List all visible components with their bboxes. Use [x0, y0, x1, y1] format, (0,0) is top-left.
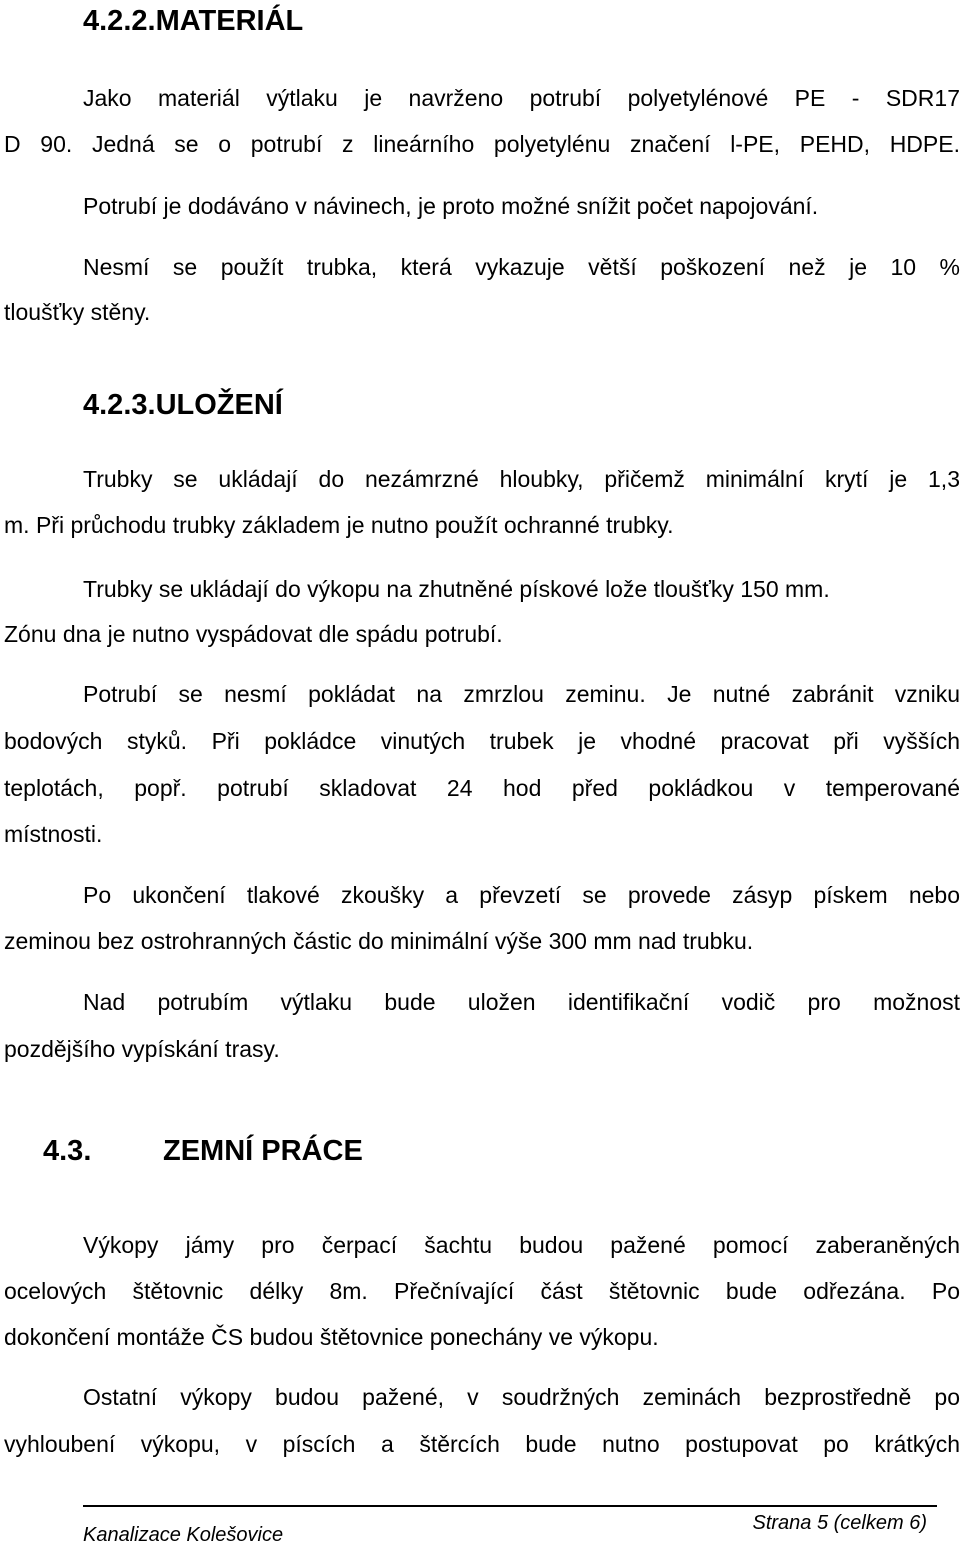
paragraph-line: Trubky se ukládají do nezámrzné hloubky, přičemž minimální krytí je 1,3	[83, 466, 960, 492]
paragraph-line: Potrubí se nesmí pokládat na zmrzlou zeminu. Je nutné zabránit vzniku	[83, 681, 960, 707]
section-title: ULOŽENÍ	[155, 389, 283, 421]
paragraph-line: Výkopy jámy pro čerpací šachtu budou pažené pomocí zaberaněných	[83, 1232, 960, 1258]
paragraph-line: Po ukončení tlakové zkoušky a převzetí se provede zásyp pískem nebo	[83, 882, 960, 908]
paragraph-line: D 90. Jedná se o potrubí z lineárního polyetylénu značení l-PE, PEHD, HDPE.	[4, 131, 960, 157]
paragraph-line: Trubky se ukládají do výkopu na zhutněné pískové lože tloušťky 150 mm.	[83, 576, 830, 602]
footer-project-name: Kanalizace Kolešovice	[83, 1524, 284, 1546]
paragraph-line: zeminou bez ostrohranných částic do minimální výše 300 mm nad trubku.	[4, 928, 754, 954]
paragraph-line: dokončení montáže ČS budou štětovnice ponechány ve výkopu.	[4, 1324, 659, 1350]
section-heading-ulozeni	[83, 387, 283, 423]
paragraph-line: místnosti.	[4, 821, 103, 847]
footer-divider	[83, 1505, 937, 1507]
paragraph-line: bodových styků. Při pokládce vinutých trubek je vhodné pracovat při vyšších	[4, 728, 960, 754]
paragraph-line: ocelových štětovnic délky 8m. Přečnívající část štětovnic bude odřezána. Po	[4, 1278, 960, 1304]
section-title: MATERIÁL	[155, 5, 304, 37]
paragraph-line: Ostatní výkopy budou pažené, v soudržných zeminách bezprostředně po	[83, 1384, 960, 1410]
paragraph-line: Nesmí se použít trubka, která vykazuje větší poškození než je 10 %	[83, 254, 960, 280]
section-heading-material	[83, 3, 303, 39]
section-title: ZEMNÍ PRÁCE	[163, 1135, 363, 1167]
paragraph-line: Zónu dna je nutno vyspádovat dle spádu potrubí.	[4, 621, 503, 647]
section-heading-zemni-prace	[43, 1133, 363, 1169]
paragraph-line: tloušťky stěny.	[4, 299, 151, 325]
paragraph-line: Nad potrubím výtlaku bude uložen identifikační vodič pro možnost	[83, 989, 960, 1015]
paragraph-line: teplotách, popř. potrubí skladovat 24 hod před pokládkou v temperované	[4, 775, 960, 801]
paragraph-line: m. Při průchodu trubky základem je nutno použít ochranné trubky.	[4, 512, 674, 538]
paragraph-line: vyhloubení výkopu, v píscích a štěrcích bude nutno postupovat po krátkých	[4, 1431, 960, 1457]
paragraph-line: Jako materiál výtlaku je navrženo potrubí polyetylénové PE - SDR17	[83, 85, 960, 111]
paragraph-line: pozdějšího vypískání trasy.	[4, 1036, 280, 1062]
section-number: 4.2.3.	[83, 389, 156, 421]
section-number: 4.2.2.	[83, 5, 156, 37]
footer-page-number: Strana 5 (celkem 6)	[752, 1512, 927, 1534]
paragraph-line: Potrubí je dodáváno v návinech, je proto možné snížit počet napojování.	[83, 193, 819, 219]
section-number: 4.3.	[43, 1135, 92, 1167]
